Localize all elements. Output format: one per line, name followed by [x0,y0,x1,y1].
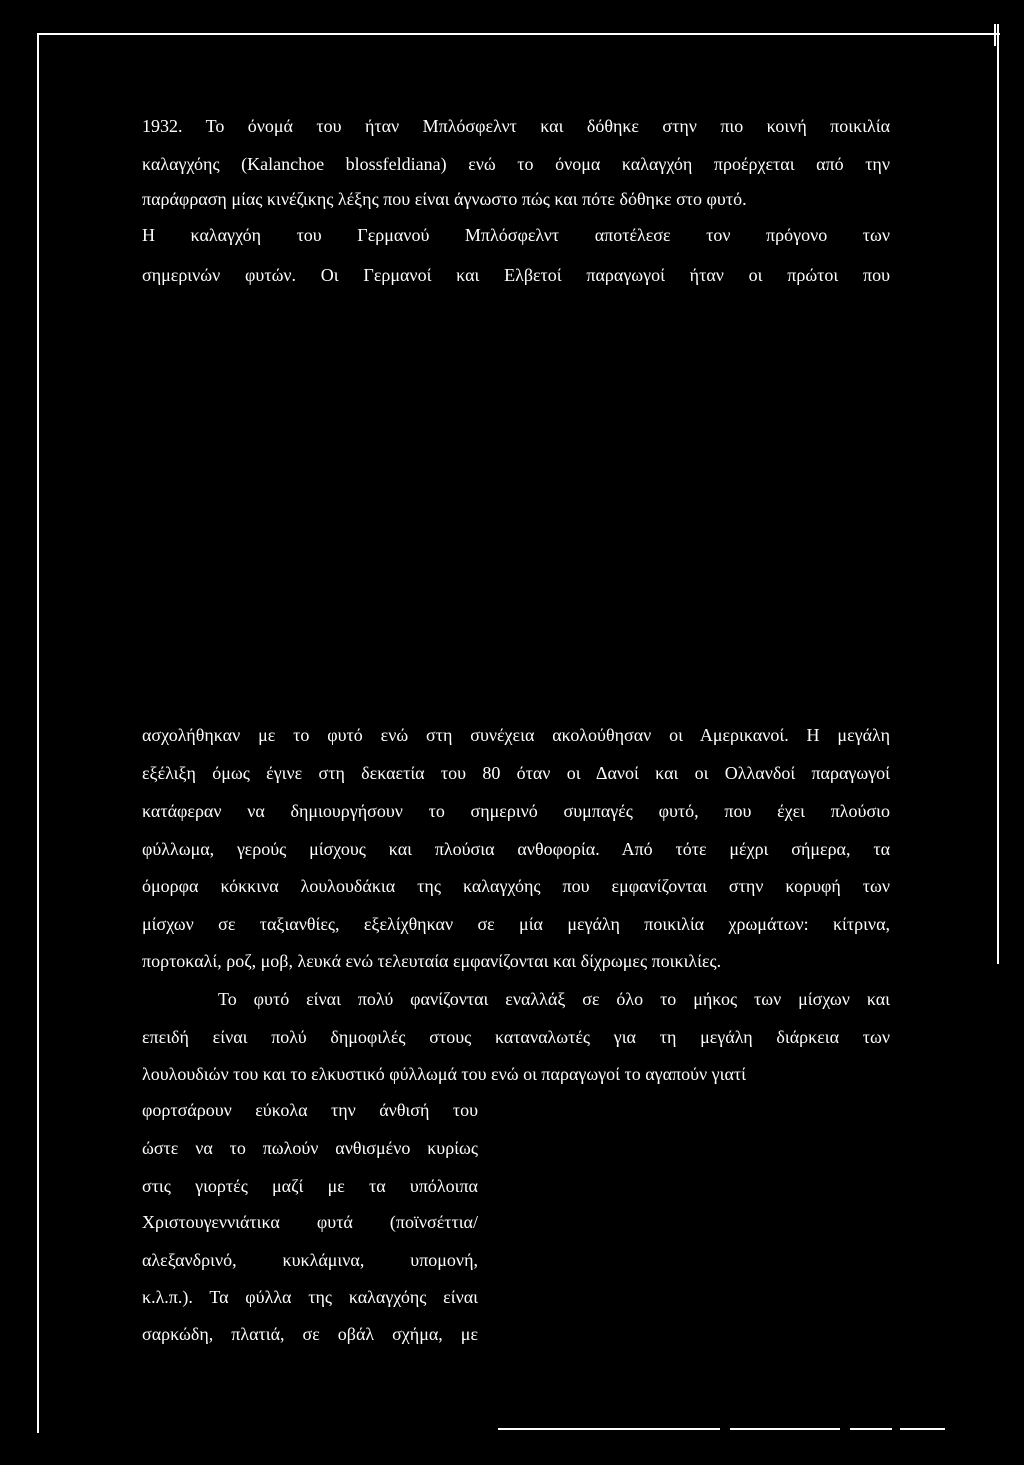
text-line: πορτοκαλί, ροζ, μοβ, λευκά ενώ τελευταία εμφανίζονται και δίχρωμες ποικιλίες. [142,951,722,971]
text-line: στις γιορτές μαζί με τα υπόλοιπα [142,1176,478,1196]
text-line: εξέλιξη όμως έγινε στη δεκαετία του 80 όταν οι Δανοί και οι Ολλανδοί παραγωγοί [142,763,890,783]
text-line: ασχολήθηκαν με το φυτό ενώ στη συνέχεια ακολούθησαν οι Αμερικανοί. Η μεγάλη [142,725,890,745]
text-line: κατάφεραν να δημιουργήσουν το σημερινό συμπαγές φυτό, που έχει πλούσιο [142,801,890,821]
frame-border-right-tick [994,24,996,46]
frame-border-bottom-segment [850,1428,892,1430]
text-line: σαρκώδη, πλατιά, σε οβάλ σχήμα, με [142,1324,478,1344]
text-line: 1932. Το όνομά του ήταν Μπλόσφελντ και δόθηκε στην πιο κοινή ποικιλία [142,116,890,136]
text-line: σημερινών φυτών. Οι Γερμανοί και Ελβετοί παραγωγοί ήταν οι πρώτοι που [142,265,890,285]
text-line: Η καλαγχόη του Γερμανού Μπλόσφελντ αποτέλεσε τον πρόγονο των [142,225,890,245]
frame-border-left [37,33,39,1433]
text-line: κ.λ.π.). Τα φύλλα της καλαγχόης είναι [142,1287,478,1307]
text-line: μίσχων σε ταξιανθίες, εξελίχθηκαν σε μία μεγάλη ποικιλία χρωμάτων: κίτρινα, [142,914,890,934]
frame-border-top [38,33,1000,35]
text-line: φορτσάρουν εύκολα την άνθισή του [142,1100,478,1120]
text-line: επειδή είναι πολύ δημοφιλές στους καταναλωτές για τη μεγάλη διάρκεια των [142,1027,890,1047]
text-line: Το φυτό είναι πολύ φανίζονται εναλλάξ σε όλο το μήκος των μίσχων και [218,989,890,1009]
text-line: ώστε να το πωλούν ανθισμένο κυρίως [142,1138,478,1158]
text-line: φύλλωμα, γερούς μίσχους και πλούσια ανθοφορία. Από τότε μέχρι σήμερα, τα [142,839,890,859]
frame-border-right [997,24,999,964]
frame-border-bottom-segment [498,1428,720,1430]
text-line: αλεξανδρινό, κυκλάμινα, υπομονή, [142,1250,478,1270]
text-line: λουλουδιών του και το ελκυστικό φύλλωμά του ενώ οι παραγωγοί το αγαπούν γιατί [142,1064,746,1084]
text-line: όμορφα κόκκινα λουλουδάκια της καλαγχόης που εμφανίζονται στην κορυφή των [142,876,890,896]
frame-border-bottom-segment [900,1428,945,1430]
text-line: καλαγχόης (Kalanchoe blossfeldiana) ενώ το όνομα καλαγχόη προέρχεται από την [142,154,890,174]
text-line: παράφραση μίας κινέζικης λέξης που είναι άγνωστο πώς και πότε δόθηκε στο φυτό. [142,189,747,209]
text-line: Χριστουγεννιάτικα φυτά (ποϊνσέττια/ [142,1212,478,1232]
frame-border-bottom-segment [730,1428,840,1430]
